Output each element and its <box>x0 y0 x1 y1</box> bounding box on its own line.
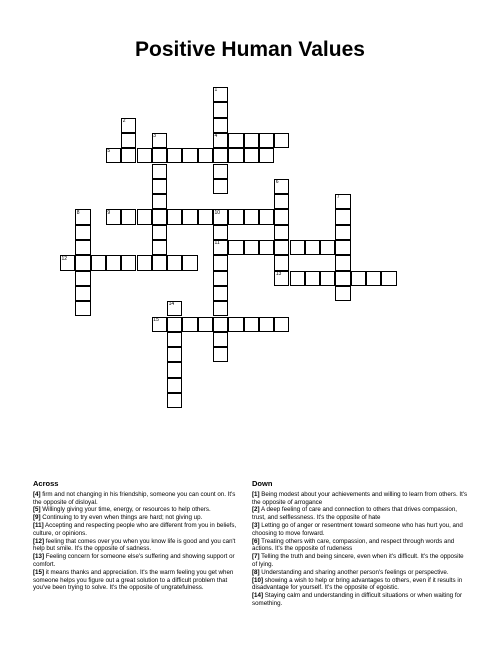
grid-cell[interactable] <box>335 271 350 286</box>
grid-cell[interactable] <box>152 240 167 255</box>
grid-cell[interactable] <box>259 133 274 148</box>
clue-ref: [15] <box>33 568 45 576</box>
grid-cell[interactable] <box>213 347 228 362</box>
grid-cell[interactable] <box>198 148 213 163</box>
grid-cell[interactable] <box>244 240 259 255</box>
clue-ref: [12] <box>33 537 45 545</box>
grid-cell[interactable] <box>274 240 289 255</box>
grid-cell[interactable] <box>152 225 167 240</box>
grid-cell[interactable] <box>290 240 305 255</box>
grid-cell[interactable] <box>290 271 305 286</box>
grid-cell[interactable] <box>198 317 213 332</box>
grid-cell[interactable] <box>228 240 243 255</box>
grid-cell[interactable] <box>244 317 259 332</box>
clue-number: 9 <box>107 209 111 216</box>
grid-cell[interactable] <box>198 209 213 224</box>
grid-cell[interactable] <box>75 286 90 301</box>
grid-cell[interactable] <box>213 118 228 133</box>
grid-cell[interactable] <box>182 148 197 163</box>
grid-cell[interactable] <box>152 255 167 270</box>
grid-cell[interactable] <box>152 133 167 148</box>
down-clue <box>252 506 468 522</box>
down-clue <box>252 522 468 538</box>
clue-text: Telling the truth and being sincere, even when it's difficult. It's the opposite of lying. <box>252 553 464 568</box>
grid-cell[interactable] <box>182 255 197 270</box>
grid-cell[interactable] <box>167 378 182 393</box>
grid-cell[interactable] <box>182 209 197 224</box>
grid-cell[interactable] <box>167 317 182 332</box>
grid-cell[interactable] <box>335 240 350 255</box>
grid-cell[interactable] <box>259 148 274 163</box>
grid-cell[interactable] <box>182 317 197 332</box>
grid-cell[interactable] <box>228 148 243 163</box>
grid-cell[interactable] <box>91 255 106 270</box>
clue-text: showing a wish to help or bring advantages to others, even if it results in disadvantage for yourself. It's the opposite of egoistic. <box>252 576 463 592</box>
grid-cell[interactable] <box>75 225 90 240</box>
grid-cell[interactable] <box>259 209 274 224</box>
across-clue <box>33 491 245 507</box>
clue-text: Staying calm and understanding in difficult situations or when waiting for something. <box>252 592 463 607</box>
across-clue <box>33 538 245 554</box>
grid-cell[interactable] <box>259 240 274 255</box>
grid-cell[interactable] <box>213 164 228 179</box>
clue-number: 12 <box>61 255 68 262</box>
clue-ref: [10] <box>252 576 264 584</box>
across-clues <box>33 480 245 592</box>
grid-cell[interactable] <box>213 301 228 316</box>
across-clue <box>33 514 245 522</box>
down-clue <box>252 569 468 577</box>
clue-text: Being modest about your achievements and willing to learn from others. It's the opposite of arrogance <box>252 490 468 506</box>
clue-ref: [13] <box>33 553 45 561</box>
clue-text: Feeling concern for someone else's suffering and showing support or comfort. <box>33 553 235 568</box>
clue-text: it means thanks and appreciation. It's the warm feeling you get when someone helps you figure out a great solution to a difficult problem that you've been trying to solve. It's the opposite of ungratefulness. <box>33 568 234 592</box>
grid-cell[interactable] <box>274 194 289 209</box>
clue-ref: [4] <box>33 490 41 498</box>
grid-cell[interactable] <box>366 271 381 286</box>
grid-cell[interactable] <box>121 209 136 224</box>
across-clue <box>33 569 245 592</box>
grid-cell[interactable] <box>213 133 228 148</box>
grid-cell[interactable] <box>213 332 228 347</box>
grid-cell[interactable] <box>351 271 366 286</box>
grid-cell[interactable] <box>60 255 75 270</box>
clue-ref: [6] <box>252 537 260 545</box>
down-clue <box>252 592 468 608</box>
grid-cell[interactable] <box>213 209 228 224</box>
grid-cell[interactable] <box>106 255 121 270</box>
grid-cell[interactable] <box>335 194 350 209</box>
grid-cell[interactable] <box>167 255 182 270</box>
grid-cell[interactable] <box>167 148 182 163</box>
down-clue <box>252 491 468 507</box>
clue-ref: [9] <box>33 514 41 522</box>
clue-number: 3 <box>153 133 157 140</box>
grid-cell[interactable] <box>152 148 167 163</box>
across-clue <box>33 506 245 514</box>
down-clue <box>252 553 468 569</box>
grid-cell[interactable] <box>121 133 136 148</box>
clue-number: 10 <box>214 209 221 216</box>
grid-cell[interactable] <box>244 133 259 148</box>
grid-cell[interactable] <box>152 209 167 224</box>
clue-number: 11 <box>214 240 220 247</box>
grid-cell[interactable] <box>167 362 182 377</box>
down-clues <box>252 480 468 608</box>
grid-cell[interactable] <box>305 240 320 255</box>
down-heading: Down <box>252 479 273 488</box>
clue-text: Treating others with care, compassion, and respect through words and actions. It's the opposite of rudeness <box>252 537 455 553</box>
grid-cell[interactable] <box>213 225 228 240</box>
grid-cell[interactable] <box>121 118 136 133</box>
clue-number: 14 <box>168 301 175 308</box>
grid-cell[interactable] <box>274 209 289 224</box>
clue-number: 4 <box>214 133 218 140</box>
clue-ref: [7] <box>252 553 260 561</box>
clue-number: 2 <box>122 117 126 124</box>
grid-cell[interactable] <box>167 393 182 408</box>
clue-ref: [14] <box>252 592 264 600</box>
across-clue <box>33 522 245 538</box>
clue-number: 6 <box>275 179 279 185</box>
clue-number: 13 <box>275 270 282 277</box>
grid-cell[interactable] <box>320 240 335 255</box>
clue-text: Continuing to try even when things are hard; not giving up. <box>40 514 203 522</box>
grid-cell[interactable] <box>274 133 289 148</box>
grid-cell[interactable] <box>121 148 136 163</box>
grid-cell[interactable] <box>152 317 167 332</box>
grid-cell[interactable] <box>137 209 152 224</box>
grid-cell[interactable] <box>213 102 228 117</box>
grid-cell[interactable] <box>335 286 350 301</box>
grid-cell[interactable] <box>213 317 228 332</box>
clue-number: 8 <box>76 209 80 216</box>
clue-text: Accepting and respecting people who are different from you in beliefs, culture, or opinions. <box>33 521 237 537</box>
grid-cell[interactable] <box>320 271 335 286</box>
grid-cell[interactable] <box>121 255 136 270</box>
grid-cell[interactable] <box>213 179 228 194</box>
page-title: Positive Human Values <box>135 38 365 61</box>
down-clue-list <box>252 491 468 608</box>
clue-number: 15 <box>153 316 159 323</box>
grid-cell[interactable] <box>167 332 182 347</box>
grid-cell[interactable] <box>244 148 259 163</box>
down-clue <box>252 577 468 593</box>
clue-text: Understanding and sharing another person's feelings or perspective. <box>259 568 449 576</box>
grid-cell[interactable] <box>106 209 121 224</box>
clue-ref: [2] <box>252 506 260 514</box>
grid-cell[interactable] <box>228 317 243 332</box>
clue-text: Letting go of anger or resentment toward someone who has hurt you, and choosing to move forward. <box>252 521 463 537</box>
grid-cell[interactable] <box>152 194 167 209</box>
clue-ref: [1] <box>252 490 260 498</box>
clue-number: 1 <box>214 87 218 94</box>
grid-cell[interactable] <box>75 209 90 224</box>
clue-ref: [11] <box>33 521 44 529</box>
grid-cell[interactable] <box>213 87 228 102</box>
grid-cell[interactable] <box>137 148 152 163</box>
grid-cell[interactable] <box>228 209 243 224</box>
grid-cell[interactable] <box>213 255 228 270</box>
clue-text: firm and not changing in his friendship, someone you can count on. It's the opposite of disloyal. <box>33 490 236 506</box>
grid-cell[interactable] <box>167 347 182 362</box>
grid-cell[interactable] <box>274 179 289 194</box>
grid-cell[interactable] <box>106 148 121 163</box>
across-clue-list <box>33 491 245 592</box>
grid-cell[interactable] <box>75 240 90 255</box>
grid-cell[interactable] <box>213 240 228 255</box>
clue-number: 5 <box>107 148 111 155</box>
grid-cell[interactable] <box>75 255 90 270</box>
grid-cell[interactable] <box>335 255 350 270</box>
clue-text: Willingly giving your time, energy, or resources to help others. <box>40 506 211 514</box>
grid-cell[interactable] <box>381 271 396 286</box>
clue-ref: [3] <box>252 521 260 529</box>
clue-text: A deep feeling of care and connection to others that drives compassion, trust, and selflessness. It's the opposite of hate <box>252 506 457 522</box>
grid-cell[interactable] <box>274 225 289 240</box>
grid-cell[interactable] <box>274 317 289 332</box>
grid-cell[interactable] <box>274 255 289 270</box>
grid-cell[interactable] <box>213 271 228 286</box>
clue-text: feeling that comes over you when you know life is good and you can't help but smile. It's the opposite of sadness. <box>33 537 236 553</box>
grid-cell[interactable] <box>259 317 274 332</box>
clue-ref: [8] <box>252 568 260 576</box>
grid-cell[interactable] <box>274 271 289 286</box>
grid-cell[interactable] <box>335 209 350 224</box>
grid-cell[interactable] <box>213 148 228 163</box>
grid-cell[interactable] <box>213 286 228 301</box>
clue-ref: [5] <box>33 506 41 514</box>
across-heading: Across <box>33 479 59 488</box>
grid-cell[interactable] <box>244 209 259 224</box>
grid-cell[interactable] <box>167 301 182 316</box>
across-clue <box>33 553 245 569</box>
grid-cell[interactable] <box>152 164 167 179</box>
grid-cell[interactable] <box>152 179 167 194</box>
grid-cell[interactable] <box>305 271 320 286</box>
grid-cell[interactable] <box>167 209 182 224</box>
grid-cell[interactable] <box>75 301 90 316</box>
grid-cell[interactable] <box>335 225 350 240</box>
clue-number: 7 <box>336 194 340 201</box>
grid-cell[interactable] <box>137 255 152 270</box>
down-clue <box>252 538 468 554</box>
grid-cell[interactable] <box>75 271 90 286</box>
grid-cell[interactable] <box>228 133 243 148</box>
